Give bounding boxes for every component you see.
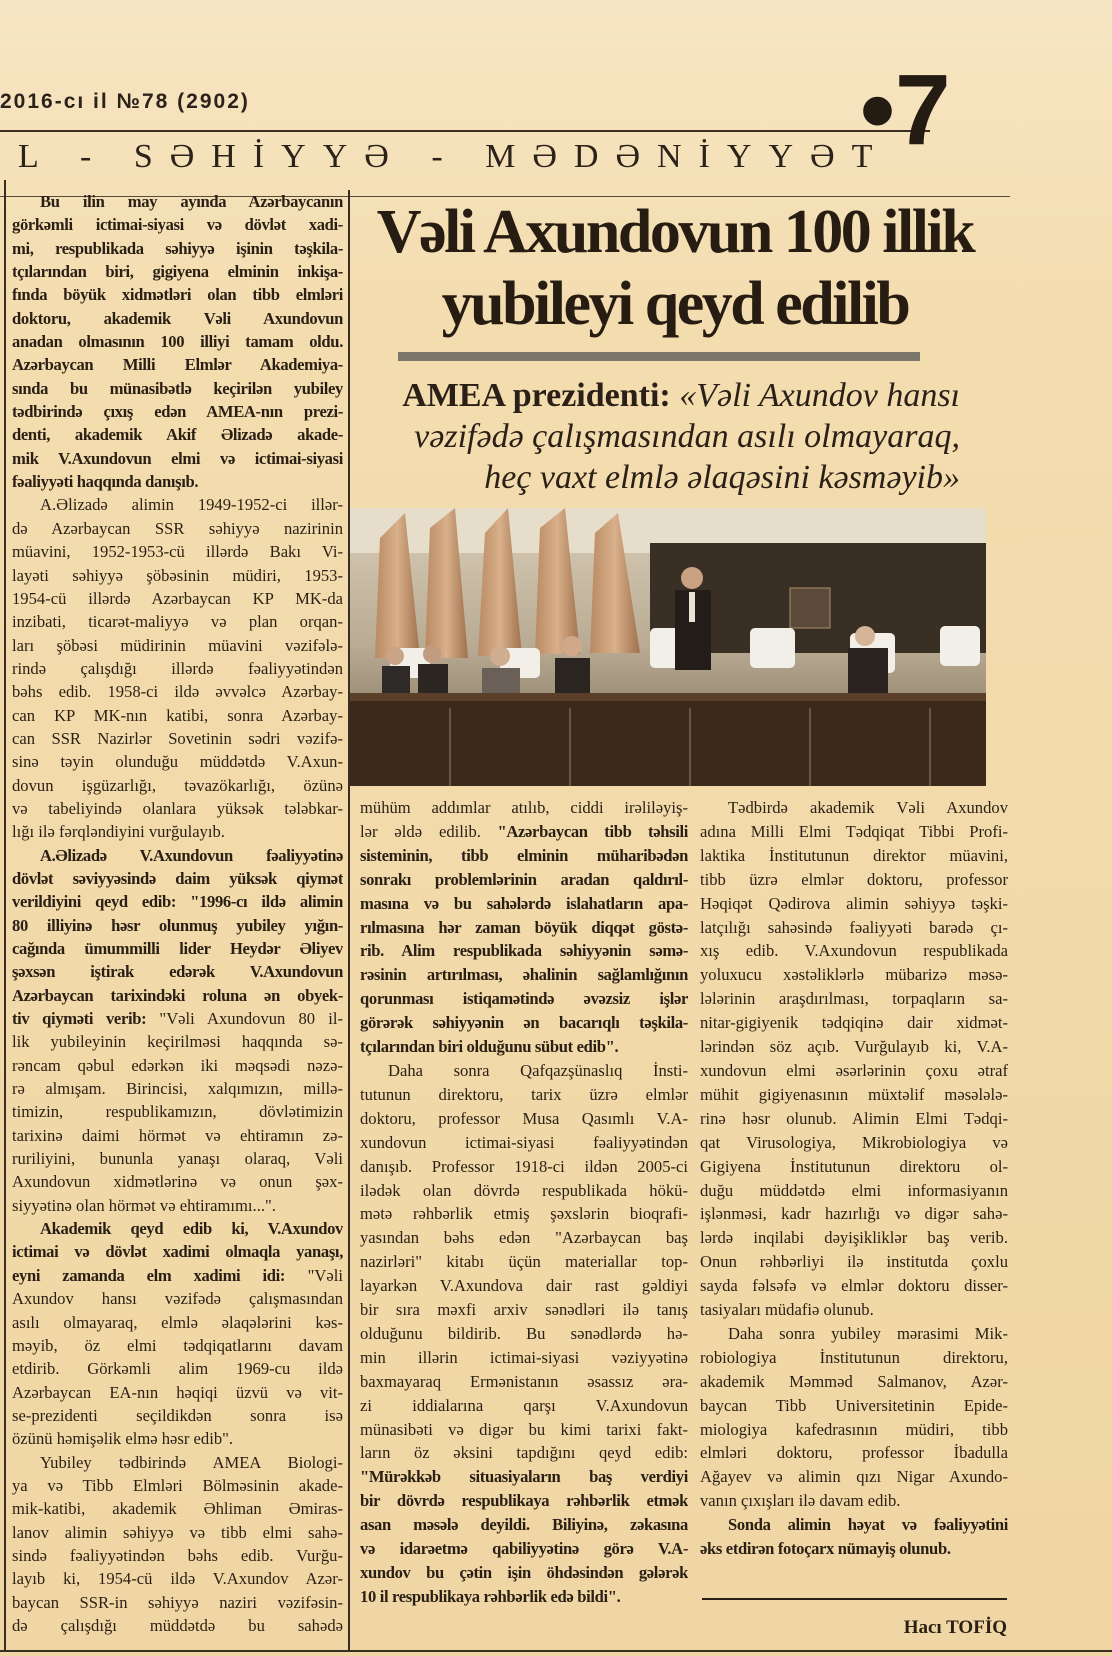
text-segment: masına və bu sahələrdə islahatların apa- [360,893,688,913]
column-3 [700,796,1008,1561]
text-segment: özünü həmişəlik elmə həsr edib". [12,1429,234,1449]
text-segment: min illərin ictimai-siyasi vəziyyətinə [360,1347,688,1367]
text-line [12,937,343,960]
text-segment: lələrinin araşdırılması, torpaqların sa- [700,989,1008,1009]
text-line [12,1147,343,1170]
text-segment: rində çalışdığı illərdə fəaliyyətindən [12,658,343,678]
text-line [360,1585,688,1609]
text-line [12,1614,343,1637]
text-line [360,1370,688,1394]
text-line [700,1441,1008,1465]
text-segment: rinə həsr olunub. Alimin Elmi Tədqi- [700,1108,1008,1128]
text-line [360,1202,688,1226]
text-segment: sisteminin, tibb elminin müharibədən [360,845,688,865]
text-line [700,963,1008,987]
text-segment: latçılığı sahəsində fəaliyyəti barədə çı- [700,917,1008,937]
text-line [12,1054,343,1077]
text-line [700,820,1008,844]
text-line [12,914,343,937]
text-segment: "Mürəkkəb situasiyaların baş verdiyi [360,1467,688,1487]
text-line [12,353,343,376]
text-line [12,540,343,563]
section-title: L - SƏHİYYƏ - MƏDƏNİYYƏT [18,138,890,175]
left-border-rule [4,180,6,1650]
text-segment: Axundov hansı vəzifədə çalışmasından [12,1289,343,1309]
text-line [700,987,1008,1011]
text-line [700,1083,1008,1107]
text-line [12,190,343,213]
text-line [12,1311,343,1334]
text-segment: qorunması istiqamətində əvəzsiz işlər [360,989,688,1009]
text-segment: ları şöbəsi müdirinin müavini vəzifələ- [12,635,343,655]
text-line [12,680,343,703]
text-line [12,1591,343,1614]
text-segment: eyni zamanda elm xadimi idi: [12,1265,286,1285]
text-segment: müavini, 1952-1953-cü illərdə Bakı Vi- [12,542,343,562]
text-line [360,1394,688,1418]
paragraph [12,844,343,1218]
headline-underline-bar [398,352,920,361]
text-line [360,1226,688,1250]
text-segment: denti, akademik Akif Əlizadə akade- [12,425,343,445]
text-segment: görkəmli ictimai-siyasi və dövlət xadi- [12,215,343,235]
text-segment: mik V.Axundovun elmi və ictimai-siyasi [12,448,343,468]
text-segment: lərdə inqilabi dəyişikliklər baş verib. [700,1228,1008,1248]
text-line [12,890,343,913]
text-segment: nitar-gigiyenik tədqiqinə dair xidmət- [700,1013,1008,1033]
text-line [12,447,343,470]
text-line [700,1155,1008,1179]
subtitle-quote: vəzifədə çalışmasından asılı olmayaraq, [414,418,960,455]
text-segment: xundovun elmi əsərlərinin çoxu ətraf [700,1060,1008,1080]
text-segment: Azərbaycan Milli Elmlər Akademiya- [12,355,343,375]
text-segment: Axundovun xidmətlərinə və onun şəx- [12,1172,343,1192]
text-line [12,704,343,727]
text-segment: Azərbaycan tarixindəki roluna ən obyek- [12,985,343,1005]
subtitle [360,375,960,498]
text-line [12,1100,343,1123]
text-segment: "Vəli Axundovun 80 il- [146,1009,343,1029]
text-segment: ruriliyini, bununla yanaşı olaraq, Vəli [12,1149,343,1169]
text-segment: tarixinə daimi hörmət və ehtiramın zə- [12,1125,343,1145]
text-segment: Tədbirdə akademik Vəli Axundov [728,798,1008,817]
subtitle-quote: heç vaxt elmlə əlaqəsini kəsməyib» [484,459,960,496]
text-segment: xış edib. V.Axundovun respublikada [700,941,1008,961]
text-line [360,1346,688,1370]
column-1 [12,190,343,1637]
text-segment: laktika İnstitutunun direktor müavini, [700,845,1008,865]
text-segment: sonrakı problemlərinin aradan qaldırıl- [360,869,688,889]
paragraph [360,796,688,1059]
text-segment: adına Milli Elmi Tədqiqat Tibbi Profi- [700,821,1008,841]
text-segment: lığı ilə fərqləndiyini vurğulayıb. [12,822,225,842]
text-segment: nazirləri" kitabı üçün materiallar top- [360,1252,688,1272]
text-segment: baycan Tibb Universitetinin Epide- [700,1395,1008,1415]
text-segment: məyib, öz elmi tədqiqatlarını davam [12,1335,343,1355]
text-segment: Onun rəhbərliyi ilə institutda çoxlu [700,1252,1008,1272]
column-divider [348,190,350,1650]
text-segment: mi, respublikada səhiyyə işinin təşkila- [12,238,343,258]
text-line [360,1011,688,1035]
text-segment: və idarəetmə qabiliyyətinə görə V.A- [360,1539,688,1559]
text-line [12,1287,343,1310]
text-line [12,1240,343,1263]
text-line [700,1059,1008,1083]
text-line [12,1567,343,1590]
paragraph [700,1322,1008,1513]
text-segment: asan məsələ deyildi. Biliyinə, zəkasına [360,1515,688,1535]
text-line [12,1451,343,1474]
text-segment: rib. Alim respublikada səhiyyənin səmə- [360,941,688,961]
text-line [360,963,688,987]
text-line [360,987,688,1011]
text-line [12,1357,343,1380]
text-segment: rə almışam. Birincisi, xalqımızın, millə- [12,1079,343,1099]
text-line [700,844,1008,868]
text-line [360,916,688,940]
text-segment: münasibəti və digər bu kimi tarixi fakt- [360,1419,688,1439]
text-line [700,1537,1008,1561]
text-line [12,634,343,657]
text-segment: Həqiqət Qədirova alimin səhiyyə təşki- [700,893,1008,913]
text-segment: mühit gigiyenasının müxtəlif məsələlə- [700,1084,1008,1104]
text-segment: miologiya kafedrasının müdiri, tibb [700,1419,1008,1439]
text-segment: A.Əlizadə alimin 1949-1952-ci illər- [40,495,343,515]
text-line [700,1035,1008,1059]
subtitle-quote: «Vəli Axundov hansı [679,377,960,414]
text-segment: xundov bu çətin işin öhdəsindən gələrək [360,1563,688,1582]
text-segment: etdirib. Görkəmli alim 1969-cu ildə [12,1359,343,1379]
bottom-rule [0,1650,1112,1652]
text-line [700,1179,1008,1203]
text-segment: sında bu münasibətlə keçirilən yubiley [12,378,343,398]
text-line [12,400,343,423]
text-line [700,1107,1008,1131]
text-line [700,1394,1008,1418]
paragraph [12,1217,343,1450]
text-segment: ların öz əksini tapdığını qeyd edib: [360,1443,688,1463]
text-line [360,1083,688,1107]
text-line [12,727,343,750]
issue-number: 2016-cı il №78 (2902) [0,90,250,113]
text-line [360,1441,688,1465]
text-segment: inzibati, ticarət-maliyyə və plan orqan- [12,612,343,632]
text-line [12,844,343,867]
text-line [12,750,343,773]
text-segment: Ağayev və alimin qızı Nigar Axundo- [700,1467,1008,1487]
text-line [360,1107,688,1131]
text-line [12,1217,343,1240]
column-2 [360,796,688,1609]
text-segment: mətə rəhbərlik etmiş şəxslərin bioqrafi- [360,1204,688,1224]
text-segment: yasından bəhs edən "Azərbaycan baş [360,1228,688,1248]
text-line [700,868,1008,892]
text-segment: akademik Məmməd Salmanov, Azər- [700,1371,1008,1391]
text-segment: Gigiyena İnstitutunun direktoru ol- [700,1156,1008,1176]
text-segment: anadan olmasının 100 illiyi tamam oldu. [12,332,343,352]
text-line [12,330,343,353]
text-segment: Bu ilin may ayında Azərbaycanın [40,192,343,211]
page-number: •7 [860,54,951,166]
text-line [700,1465,1008,1489]
text-segment: ilədək olan dövrdə respublikada hökü- [360,1180,688,1200]
text-line [700,1298,1008,1322]
text-segment: bir dövrdə respublikaya rəhbərlik etmək [360,1491,688,1511]
subtitle-lead: AMEA prezidenti: [402,377,671,414]
headline-line: Vəli Axundovun 100 illik [376,198,974,266]
text-segment: bəhs edib. 1958-ci ildə əvvəlcə Azərbay- [12,682,343,702]
text-line [12,1124,343,1147]
text-segment: vanın çıxışları ilə davam edib. [700,1491,901,1511]
text-line [700,1274,1008,1298]
author-byline: Hacı TOFİQ [903,1617,1007,1638]
text-line [360,1059,688,1083]
text-segment: dovun işgüzarlığı, təvazökarlığı, özünə [12,775,343,795]
text-line [12,1334,343,1357]
text-line [12,307,343,330]
text-line [360,820,688,844]
text-segment: tçılarından biri olduğunu sübut edib". [360,1037,619,1057]
text-line [360,1537,688,1561]
text-segment: şəxsən iştirak edərək V.Axundovun [12,962,343,982]
text-segment: robiologiya İnstitutunun direktoru, [700,1347,1008,1367]
text-line [360,844,688,868]
text-segment: timizin, respublikamızın, dövlətimizin [12,1102,343,1122]
text-line [12,260,343,283]
text-segment: "Azərbaycan tibb təhsili [480,821,688,841]
text-segment: ya və Tibb Elmləri Bölməsinin akade- [12,1475,343,1495]
text-segment: lər əldə edilib. [360,821,481,841]
text-line [360,1513,688,1537]
text-line [12,797,343,820]
text-segment: Sonda alimin həyat və fəaliyyətini [728,1515,1008,1535]
text-segment: siyyətinə olan hörmət və ehtiramımı...". [12,1195,276,1215]
text-segment: baxmayaraq Ermənistanın əsassız əra- [360,1371,688,1391]
headline-line: yubileyi qeyd edilib [441,270,909,338]
paragraph [12,190,343,493]
text-segment: tçılarından biri, gigiyena elminin inkişa- [12,262,343,282]
text-segment: ictimai və dövlət xadimi olmaqla yanaşı, [12,1242,343,1262]
text-segment: rılmasına hər zaman böyük diqqət göstə- [360,917,688,937]
text-line [360,1298,688,1322]
text-line [700,1226,1008,1250]
text-segment: Akademik qeyd edib ki, V.Axundov [40,1219,343,1239]
text-segment: lik yubileyinin keçirilməsi haqqında sə- [12,1032,343,1052]
text-line [700,1202,1008,1226]
text-segment: duğu müddətdə elmi informasiyanın [700,1180,1008,1200]
text-line [12,1170,343,1193]
text-line [12,283,343,306]
text-line [360,1465,688,1489]
text-segment: və tabeliyində olanlara yüksək tələbkar- [12,798,343,818]
text-line [12,423,343,446]
text-segment: görərək səhiyyənin ən bacarıqlı təşkila- [360,1013,688,1033]
text-line [12,610,343,633]
event-photo [350,508,986,786]
text-line [360,796,688,820]
text-segment: yoluxucu xəstəliklərlə mübarizə məsə- [700,965,1008,985]
text-line [12,1474,343,1497]
text-line [360,1250,688,1274]
text-line [12,1544,343,1567]
paragraph [700,1513,1008,1561]
text-segment: elmləri doktoru, professor İbadulla [700,1443,1008,1463]
text-line [360,868,688,892]
text-segment: tədbirində çıxış edən AMEA-nın prezi- [12,402,343,422]
paragraph [360,1059,688,1609]
text-segment: də Azərbaycan SSR səhiyyə nazirinin [12,518,343,538]
text-line [12,587,343,610]
author-rule [702,1598,1007,1600]
text-segment: sinə təyin olunduğu müddətdə V.Axun- [12,752,343,772]
text-line [12,1030,343,1053]
text-segment: tutunun direktoru, tarix üzrə elmlər [360,1084,688,1104]
text-line [12,377,343,400]
text-segment: Daha sonra Qafqazşünaslıq İnsti- [388,1060,688,1080]
text-line [12,470,343,493]
text-segment: xundovun ictimai-siyasi fəaliyyətindən [360,1132,688,1152]
text-line [12,1497,343,1520]
text-line [700,1489,1008,1513]
presidium-table [350,693,986,786]
text-line [360,1155,688,1179]
text-line [360,892,688,916]
text-line [360,1322,688,1346]
text-segment: tasiyaları müdafiə olunub. [700,1300,874,1320]
text-line [12,517,343,540]
text-segment: sayda fəlsəfə və elmlər doktoru disser- [700,1276,1008,1296]
text-line [12,1194,343,1217]
text-line [700,1370,1008,1394]
text-segment: mühüm addımlar atılıb, ciddi irəliləyiş- [360,798,688,817]
text-segment: əks etdirən fotoçarx nümayiş olunub. [700,1539,951,1559]
text-line [12,237,343,260]
text-segment: 10 il respublikaya rəhbərlik edə bildi". [360,1586,621,1606]
text-segment: tibb üzrə elmlər doktoru, professor [700,869,1008,889]
text-segment: fəaliyyəti haqqında danışıb. [12,472,199,492]
text-line [700,892,1008,916]
text-segment: olduğunu bildirib. Bu sənədlərdə hə- [360,1323,688,1343]
text-line [700,1418,1008,1442]
text-segment: lanov alimin səhiyyə və tibb elmi sahə- [12,1522,343,1542]
text-line [360,1179,688,1203]
text-line [700,1250,1008,1274]
text-line [700,1131,1008,1155]
text-segment: qat Virusologiya, Mikrobiologiya və [700,1132,1008,1152]
text-segment: rəsinin artırılması, əhalinin sağlamlığının [360,965,688,985]
header-rule [0,130,930,132]
text-segment: doktoru, professor Musa Qasımlı V.A- [360,1108,688,1128]
text-line [700,939,1008,963]
text-segment: danışıb. Professor 1918-ci ildən 2005-ci [360,1156,688,1176]
text-segment: verildiyini qeyd edib: "1996-cı ildə alimin [12,892,343,912]
text-segment: asılı olmayaraq, elmlə əlaqələrini kəs- [12,1312,343,1332]
text-segment: baycan SSR-in səhiyyə naziri vəzifəsin- [12,1592,343,1612]
text-segment: 1954-cü illərdə Azərbaycan KP MK-da [12,588,343,608]
text-line [12,1264,343,1287]
text-segment: layəti səhiyyə şöbəsinin müdiri, 1953- [12,565,343,585]
text-line [12,820,343,843]
text-segment: işlənməsi, kadr hazırlığı və digər sahə- [700,1204,1008,1224]
text-line [12,564,343,587]
text-segment: rəncam qəbul edərkən iki məqsədi nəzə- [12,1055,343,1075]
text-line [700,1322,1008,1346]
text-line [12,1427,343,1450]
text-segment: layıb ki, 1954-cü ildə V.Axundov Azər- [12,1569,343,1589]
text-segment: dövlət səviyyəsində daim yüksək qiymət [12,868,343,888]
headline [345,196,1005,340]
text-segment: lərindən söz açıb. Vurğulayıb ki, V.A- [700,1037,1008,1057]
text-line [12,960,343,983]
text-line [12,1381,343,1404]
text-segment: də çalışdığı müddətdə bu sahədə [12,1615,343,1635]
text-segment: zi iddialarına qarşı V.Axundovun [360,1395,688,1415]
text-line [12,774,343,797]
text-segment: can KP MK-nın katibi, sonra Azərbay- [12,705,343,725]
text-segment: Yubiley tədbirində AMEA Biologi- [40,1452,343,1472]
text-segment: se-prezidenti seçildikdən sonra isə [12,1405,343,1425]
text-segment: bir sıra məxfi arxiv sənədləri ilə tanış [360,1300,688,1320]
text-segment: Azərbaycan EA-nın həqiqi üzvü və vit- [12,1382,343,1402]
text-line [12,984,343,1007]
text-line [700,1011,1008,1035]
text-segment: tiv qiyməti verib: [12,1009,147,1029]
text-line [12,493,343,516]
text-segment: Daha sonra yubiley mərasimi Mik- [728,1323,1008,1343]
paragraph [700,796,1008,1322]
text-segment: layarkən V.Axundova dair rast gəldiyi [360,1276,688,1296]
text-line [360,1035,688,1059]
text-line [12,1404,343,1427]
text-line [700,916,1008,940]
text-segment: A.Əlizadə V.Axundovun fəaliyyətinə [40,845,343,865]
text-line [700,796,1008,820]
text-segment: cağında ümummilli lider Heydər Əliyev [12,939,343,958]
text-segment: fında böyük xidmətləri olan tibb elmləri [12,285,343,305]
text-line [12,867,343,890]
text-line [12,657,343,680]
text-segment: doktoru, akademik Vəli Axundovun [12,308,343,328]
text-line [360,1561,688,1585]
text-line [700,1513,1008,1537]
text-line [360,1489,688,1513]
text-line [12,213,343,236]
text-line [360,939,688,963]
text-segment: 80 illiyinə həsr olunmuş yubiley yığın- [12,915,343,935]
text-segment: mik-katibi, akademik Əhliman Əmiras- [12,1499,343,1519]
paragraph [12,493,343,843]
text-line [360,1131,688,1155]
text-line [12,1077,343,1100]
text-segment: sində fəaliyyətindən bəhs edib. Vurğu- [12,1545,343,1565]
text-segment: can SSR Nazirlər Sovetinin sədri vəzifə- [12,728,343,748]
text-line [360,1418,688,1442]
text-segment: "Vəli [285,1265,343,1285]
text-line [12,1521,343,1544]
text-line [360,1274,688,1298]
text-line [12,1007,343,1030]
text-line [700,1346,1008,1370]
paragraph [12,1451,343,1638]
